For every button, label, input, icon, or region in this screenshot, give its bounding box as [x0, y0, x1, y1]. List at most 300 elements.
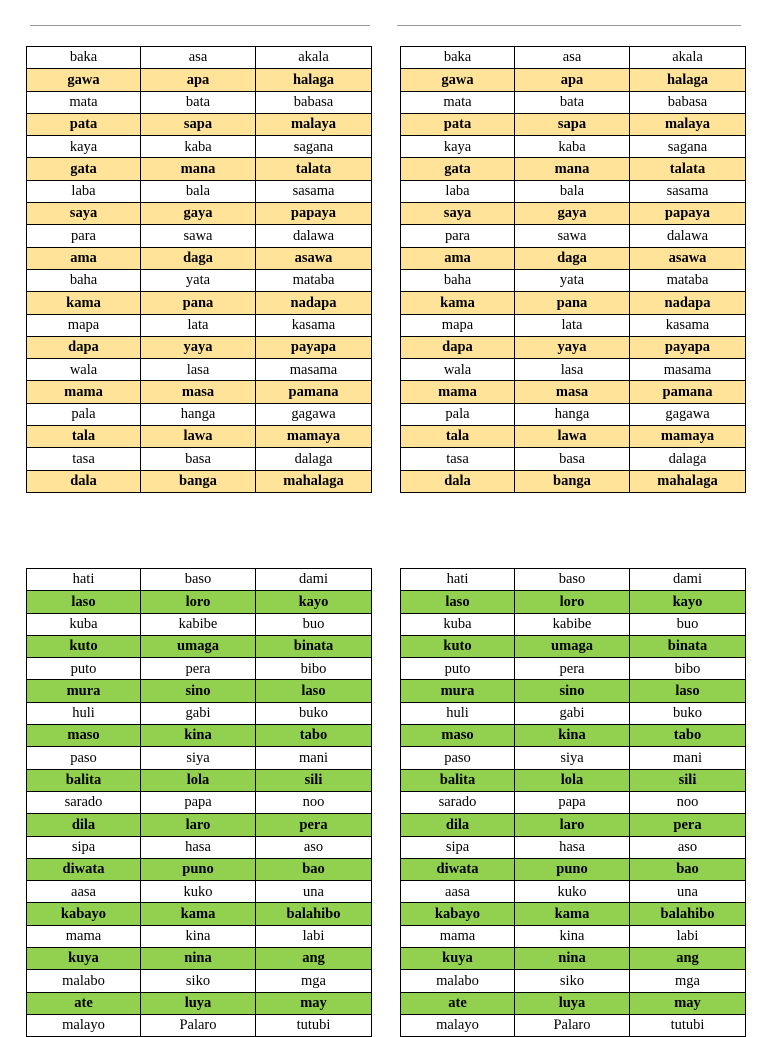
- table-row: [401, 1014, 746, 1036]
- word-cell: ama: [401, 247, 515, 269]
- word-cell: masama: [256, 359, 372, 381]
- word-cell: dapa: [27, 336, 141, 358]
- word-cell: malabo: [401, 970, 515, 992]
- word-cell: gata: [27, 158, 141, 180]
- word-cell: mana: [141, 158, 256, 180]
- word-cell: asawa: [630, 247, 746, 269]
- table-row: [27, 680, 372, 702]
- word-cell: kina: [515, 725, 630, 747]
- word-cell: pamana: [630, 381, 746, 403]
- word-cell: pera: [515, 658, 630, 680]
- top-right-divider: [397, 25, 741, 26]
- table-row: [27, 247, 372, 269]
- word-cell: kuya: [27, 948, 141, 970]
- word-cell: mahalaga: [630, 470, 746, 492]
- word-cell: malaya: [256, 113, 372, 135]
- syllable-word-table-bottom-right: [400, 568, 746, 1037]
- word-cell: ate: [27, 992, 141, 1014]
- word-cell: asa: [515, 47, 630, 69]
- table-row: [401, 47, 746, 69]
- table-row: [27, 791, 372, 813]
- word-cell: masa: [515, 381, 630, 403]
- word-cell: tasa: [27, 448, 141, 470]
- word-cell: hasa: [141, 836, 256, 858]
- word-cell: umaga: [515, 635, 630, 657]
- table-row: [27, 925, 372, 947]
- word-cell: kasama: [630, 314, 746, 336]
- word-cell: sasama: [630, 180, 746, 202]
- word-cell: gagawa: [256, 403, 372, 425]
- word-cell: siya: [141, 747, 256, 769]
- word-cell: gawa: [27, 69, 141, 91]
- word-cell: kina: [141, 925, 256, 947]
- word-cell: paso: [401, 747, 515, 769]
- word-cell: maso: [401, 725, 515, 747]
- table-row: [401, 69, 746, 91]
- table-row: [401, 725, 746, 747]
- word-cell: sagana: [256, 136, 372, 158]
- table-row: [401, 403, 746, 425]
- word-cell: malabo: [27, 970, 141, 992]
- word-cell: puno: [141, 858, 256, 880]
- word-cell: bao: [630, 858, 746, 880]
- word-cell: kayo: [630, 591, 746, 613]
- word-cell: yata: [515, 269, 630, 291]
- word-cell: sili: [256, 769, 372, 791]
- word-cell: buko: [630, 702, 746, 724]
- word-cell: mama: [401, 925, 515, 947]
- word-cell: malaya: [630, 113, 746, 135]
- table-row: [401, 635, 746, 657]
- top-left-divider: [30, 25, 370, 26]
- word-cell: luya: [515, 992, 630, 1014]
- word-cell: bala: [515, 180, 630, 202]
- table-row: [401, 136, 746, 158]
- word-cell: payapa: [256, 336, 372, 358]
- table-row: [27, 180, 372, 202]
- word-cell: mura: [27, 680, 141, 702]
- word-cell: tala: [27, 426, 141, 448]
- word-cell: kama: [27, 292, 141, 314]
- word-cell: kama: [515, 903, 630, 925]
- word-cell: masa: [141, 381, 256, 403]
- word-cell: gabi: [141, 702, 256, 724]
- word-cell: kaya: [401, 136, 515, 158]
- word-cell: bibo: [630, 658, 746, 680]
- word-cell: pera: [141, 658, 256, 680]
- table-row: [401, 970, 746, 992]
- word-cell: laso: [401, 591, 515, 613]
- word-cell: aso: [256, 836, 372, 858]
- word-cell: mama: [27, 925, 141, 947]
- word-cell: talata: [630, 158, 746, 180]
- table-row: [401, 925, 746, 947]
- word-cell: baso: [515, 569, 630, 591]
- word-cell: banga: [141, 470, 256, 492]
- table-row: [27, 1014, 372, 1036]
- word-cell: lola: [515, 769, 630, 791]
- word-cell: loro: [141, 591, 256, 613]
- table-row: [27, 992, 372, 1014]
- table-row: [401, 269, 746, 291]
- word-cell: may: [256, 992, 372, 1014]
- word-cell: daga: [141, 247, 256, 269]
- word-cell: laro: [515, 814, 630, 836]
- word-cell: laso: [27, 591, 141, 613]
- word-cell: laso: [256, 680, 372, 702]
- word-cell: talata: [256, 158, 372, 180]
- table-row: [27, 292, 372, 314]
- word-cell: dila: [401, 814, 515, 836]
- word-cell: kaba: [515, 136, 630, 158]
- word-cell: mapa: [401, 314, 515, 336]
- word-cell: sipa: [27, 836, 141, 858]
- word-cell: pana: [515, 292, 630, 314]
- table-row: [27, 47, 372, 69]
- word-cell: mata: [401, 91, 515, 113]
- word-cell: akala: [256, 47, 372, 69]
- word-cell: daga: [515, 247, 630, 269]
- word-cell: baha: [27, 269, 141, 291]
- word-cell: bata: [141, 91, 256, 113]
- word-cell: labi: [256, 925, 372, 947]
- word-cell: pala: [401, 403, 515, 425]
- word-cell: luya: [141, 992, 256, 1014]
- word-cell: kuya: [401, 948, 515, 970]
- table-row: [401, 247, 746, 269]
- word-cell: kasama: [256, 314, 372, 336]
- word-cell: kaba: [141, 136, 256, 158]
- word-cell: mamaya: [256, 426, 372, 448]
- word-cell: lola: [141, 769, 256, 791]
- word-cell: pata: [27, 113, 141, 135]
- word-cell: lawa: [515, 426, 630, 448]
- word-cell: aasa: [401, 881, 515, 903]
- word-cell: basa: [515, 448, 630, 470]
- syllable-word-table-top-left: [26, 46, 372, 493]
- table-row: [27, 470, 372, 492]
- word-cell: sasama: [256, 180, 372, 202]
- table-row: [401, 448, 746, 470]
- word-cell: siko: [141, 970, 256, 992]
- word-cell: pana: [141, 292, 256, 314]
- word-cell: puno: [515, 858, 630, 880]
- word-cell: pamana: [256, 381, 372, 403]
- word-cell: pera: [256, 814, 372, 836]
- word-cell: siya: [515, 747, 630, 769]
- word-cell: siko: [515, 970, 630, 992]
- word-cell: akala: [630, 47, 746, 69]
- word-cell: laso: [630, 680, 746, 702]
- word-cell: nina: [515, 948, 630, 970]
- word-cell: kama: [401, 292, 515, 314]
- table-row: [401, 426, 746, 448]
- table-row: [27, 269, 372, 291]
- word-cell: kabayo: [401, 903, 515, 925]
- word-cell: yata: [141, 269, 256, 291]
- word-cell: balita: [401, 769, 515, 791]
- table-row: [401, 903, 746, 925]
- word-cell: malayo: [27, 1014, 141, 1036]
- word-cell: baso: [141, 569, 256, 591]
- word-cell: gagawa: [630, 403, 746, 425]
- word-cell: pata: [401, 113, 515, 135]
- word-cell: lasa: [141, 359, 256, 381]
- word-cell: loro: [515, 591, 630, 613]
- word-cell: mahalaga: [256, 470, 372, 492]
- word-cell: una: [630, 881, 746, 903]
- word-cell: binata: [630, 635, 746, 657]
- word-cell: Palaro: [141, 1014, 256, 1036]
- table-row: [27, 336, 372, 358]
- word-cell: tala: [401, 426, 515, 448]
- word-cell: puto: [401, 658, 515, 680]
- word-cell: kaya: [27, 136, 141, 158]
- word-cell: halaga: [256, 69, 372, 91]
- table-row: [401, 747, 746, 769]
- word-cell: saya: [401, 203, 515, 225]
- table-row: [401, 613, 746, 635]
- table-row: [27, 881, 372, 903]
- word-cell: sino: [141, 680, 256, 702]
- word-cell: nadapa: [256, 292, 372, 314]
- word-cell: tasa: [401, 448, 515, 470]
- table-row: [27, 725, 372, 747]
- word-cell: dalaga: [630, 448, 746, 470]
- table-row: [27, 658, 372, 680]
- word-cell: pala: [27, 403, 141, 425]
- table-row: [401, 203, 746, 225]
- table-row: [401, 381, 746, 403]
- word-cell: noo: [256, 791, 372, 813]
- word-cell: ang: [256, 948, 372, 970]
- table-row: [401, 314, 746, 336]
- word-cell: umaga: [141, 635, 256, 657]
- word-cell: para: [401, 225, 515, 247]
- word-cell: mama: [401, 381, 515, 403]
- word-cell: ang: [630, 948, 746, 970]
- word-cell: masama: [630, 359, 746, 381]
- word-cell: sino: [515, 680, 630, 702]
- word-cell: dalawa: [630, 225, 746, 247]
- word-cell: hasa: [515, 836, 630, 858]
- word-cell: hanga: [515, 403, 630, 425]
- table-row: [401, 881, 746, 903]
- table-row: [27, 613, 372, 635]
- table-row: [401, 814, 746, 836]
- table-row: [401, 91, 746, 113]
- table-row: [401, 180, 746, 202]
- word-cell: diwata: [27, 858, 141, 880]
- word-cell: baha: [401, 269, 515, 291]
- word-cell: laba: [401, 180, 515, 202]
- word-cell: dala: [401, 470, 515, 492]
- word-cell: pera: [630, 814, 746, 836]
- table-row: [27, 769, 372, 791]
- table-row: [401, 225, 746, 247]
- word-cell: gawa: [401, 69, 515, 91]
- word-cell: balita: [27, 769, 141, 791]
- word-cell: sapa: [141, 113, 256, 135]
- word-cell: wala: [401, 359, 515, 381]
- word-cell: mapa: [27, 314, 141, 336]
- word-cell: aso: [630, 836, 746, 858]
- word-cell: puto: [27, 658, 141, 680]
- word-cell: basa: [141, 448, 256, 470]
- word-cell: malayo: [401, 1014, 515, 1036]
- word-cell: diwata: [401, 858, 515, 880]
- word-cell: balahibo: [256, 903, 372, 925]
- table-row: [27, 635, 372, 657]
- table-row: [401, 992, 746, 1014]
- word-cell: dila: [27, 814, 141, 836]
- word-cell: apa: [141, 69, 256, 91]
- word-cell: huli: [401, 702, 515, 724]
- word-cell: tabo: [256, 725, 372, 747]
- word-cell: asawa: [256, 247, 372, 269]
- table-row: [401, 791, 746, 813]
- table-row: [27, 448, 372, 470]
- word-cell: aasa: [27, 881, 141, 903]
- word-cell: mata: [27, 91, 141, 113]
- word-cell: lawa: [141, 426, 256, 448]
- word-cell: maso: [27, 725, 141, 747]
- word-cell: tutubi: [256, 1014, 372, 1036]
- table-row: [401, 292, 746, 314]
- table-row: [27, 314, 372, 336]
- word-cell: kabibe: [141, 613, 256, 635]
- word-cell: nadapa: [630, 292, 746, 314]
- table-row: [401, 591, 746, 613]
- word-cell: mana: [515, 158, 630, 180]
- word-cell: dalawa: [256, 225, 372, 247]
- word-cell: sili: [630, 769, 746, 791]
- word-cell: yaya: [141, 336, 256, 358]
- table-row: [401, 836, 746, 858]
- table-row: [27, 858, 372, 880]
- word-cell: mani: [630, 747, 746, 769]
- table-row: [27, 158, 372, 180]
- word-cell: halaga: [630, 69, 746, 91]
- word-cell: mga: [256, 970, 372, 992]
- word-cell: gabi: [515, 702, 630, 724]
- word-cell: kina: [141, 725, 256, 747]
- table-row: [27, 381, 372, 403]
- table-row: [27, 426, 372, 448]
- word-cell: babasa: [630, 91, 746, 113]
- word-cell: papaya: [630, 203, 746, 225]
- table-row: [27, 569, 372, 591]
- table-row: [401, 858, 746, 880]
- table-row: [401, 158, 746, 180]
- word-cell: laro: [141, 814, 256, 836]
- table-row: [27, 113, 372, 135]
- word-cell: labi: [630, 925, 746, 947]
- word-cell: mama: [27, 381, 141, 403]
- word-cell: bata: [515, 91, 630, 113]
- syllable-word-table-bottom-left: [26, 568, 372, 1037]
- word-cell: banga: [515, 470, 630, 492]
- word-cell: Palaro: [515, 1014, 630, 1036]
- word-cell: lasa: [515, 359, 630, 381]
- word-cell: sawa: [141, 225, 256, 247]
- word-cell: bibo: [256, 658, 372, 680]
- table-row: [27, 403, 372, 425]
- word-cell: bala: [141, 180, 256, 202]
- table-row: [27, 903, 372, 925]
- table-row: [27, 136, 372, 158]
- word-cell: paso: [27, 747, 141, 769]
- table-row: [401, 569, 746, 591]
- word-cell: para: [27, 225, 141, 247]
- word-cell: noo: [630, 791, 746, 813]
- word-cell: tabo: [630, 725, 746, 747]
- word-cell: ate: [401, 992, 515, 1014]
- table-row: [27, 814, 372, 836]
- table-row: [27, 702, 372, 724]
- word-cell: mura: [401, 680, 515, 702]
- word-cell: saya: [27, 203, 141, 225]
- syllable-word-table-top-right: [400, 46, 746, 493]
- word-cell: bao: [256, 858, 372, 880]
- word-cell: gaya: [141, 203, 256, 225]
- word-cell: gata: [401, 158, 515, 180]
- table-row: [27, 747, 372, 769]
- word-cell: hati: [401, 569, 515, 591]
- word-cell: apa: [515, 69, 630, 91]
- word-cell: papa: [141, 791, 256, 813]
- word-cell: gaya: [515, 203, 630, 225]
- table-row: [27, 91, 372, 113]
- word-cell: dalaga: [256, 448, 372, 470]
- table-row: [27, 836, 372, 858]
- word-cell: ama: [27, 247, 141, 269]
- table-row: [401, 948, 746, 970]
- word-cell: buo: [630, 613, 746, 635]
- word-cell: mani: [256, 747, 372, 769]
- table-row: [27, 203, 372, 225]
- word-cell: kabayo: [27, 903, 141, 925]
- word-cell: kuko: [141, 881, 256, 903]
- word-cell: sarado: [401, 791, 515, 813]
- table-row: [401, 769, 746, 791]
- word-cell: lata: [515, 314, 630, 336]
- word-cell: buo: [256, 613, 372, 635]
- word-cell: mataba: [256, 269, 372, 291]
- word-cell: balahibo: [630, 903, 746, 925]
- table-row: [27, 970, 372, 992]
- word-cell: lata: [141, 314, 256, 336]
- word-cell: sapa: [515, 113, 630, 135]
- table-row: [401, 658, 746, 680]
- word-cell: papa: [515, 791, 630, 813]
- table-row: [401, 680, 746, 702]
- word-cell: kuto: [27, 635, 141, 657]
- word-cell: may: [630, 992, 746, 1014]
- word-cell: kuko: [515, 881, 630, 903]
- table-row: [401, 470, 746, 492]
- word-cell: kabibe: [515, 613, 630, 635]
- word-cell: dala: [27, 470, 141, 492]
- table-row: [27, 359, 372, 381]
- word-cell: sagana: [630, 136, 746, 158]
- word-cell: sawa: [515, 225, 630, 247]
- word-cell: sipa: [401, 836, 515, 858]
- word-cell: huli: [27, 702, 141, 724]
- word-cell: yaya: [515, 336, 630, 358]
- table-row: [401, 702, 746, 724]
- word-cell: laba: [27, 180, 141, 202]
